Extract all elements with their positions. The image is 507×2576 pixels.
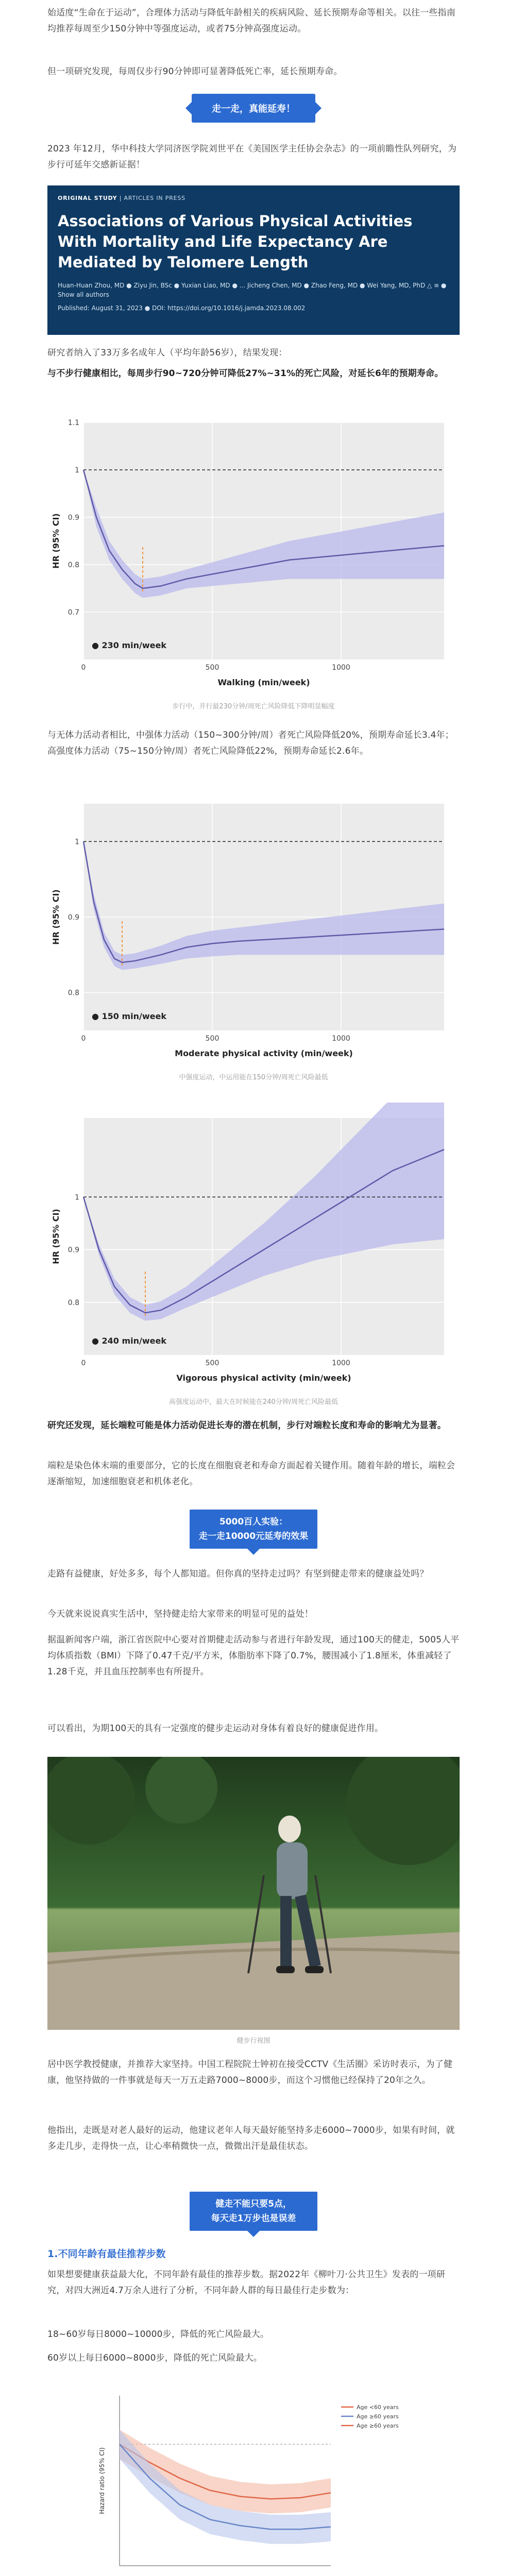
tip-paragraph-2: 18~60岁每日8000~10000步，降低的死亡风险最大。 [47, 2329, 269, 2340]
y-axis-label: HR (95% CI) [51, 513, 61, 569]
walking-photo [47, 1757, 460, 2030]
legend-label: Age ≥60 years [357, 2413, 399, 2420]
moderate-hr-chart [47, 788, 460, 1066]
x-tick-label: 1000 [332, 1359, 350, 1367]
y-tick-label: 1.1 [67, 419, 79, 427]
y-tick-label: 0.9 [67, 1246, 79, 1255]
section2-banner-line-2: 每天走1万步也是误差 [211, 2213, 296, 2224]
y-tick-label: 1 [75, 1193, 79, 1202]
y-tick-label: 0.8 [67, 1298, 79, 1307]
walking-chart-caption: 步行中，并行最230分钟/周死亡风险降低下降明显幅度 [172, 703, 335, 710]
section-banner-5000-experiment [190, 1510, 317, 1549]
x-tick-label: 0 [81, 664, 86, 672]
section-banner-walk-tips [190, 2192, 317, 2231]
walking-photo-illustration [47, 1757, 460, 2030]
moderate-paragraph: 与无体力活动者相比，中强体力活动（150~300分钟/周）者死亡风险降低20%，预期寿命延长3.4年；高强度体力活动（75~150分钟/周）者死亡风险降低22%，预期寿命延长2.6年。 [47, 730, 454, 756]
conclusion-paragraph-1: 研究还发现，延长端粒可能是体力活动促进长寿的潜在机制，步行对端粒长度和寿命的影响尤为显著。 [47, 1420, 446, 1431]
walking-hr-chart-svg [47, 407, 460, 696]
intro-paragraph-1: 始适度“生命在于运动”，合理体力活动与降低年龄相关的疾病风险、延长预期寿命等相关。以往一些指南均推荐每周至少150分钟中等强度运动，或者75分钟高强度运动。 [47, 8, 456, 34]
photo-caption: 健步行视图 [236, 2037, 271, 2045]
walk-paragraph-3: 据温新闻客户端，浙江省医院中心要对首期健走活动参与者进行年龄发现，通过100天的健走，5005人平均体质指数（BMI）下降了0.47千克/平方米，体脂肪率下降了0.7%，腰围减小了1.8厘米，体重减轻了1.28千克，并且血压控制率也有所提升。 [47, 1635, 460, 1677]
age-steps-chart [47, 2380, 460, 2576]
x-tick-label: 0 [81, 1359, 86, 1367]
moderate-chart-caption: 中强度运动，中运用能在150分钟/周死亡风险最低 [179, 1074, 328, 1081]
y-tick-label: 1 [75, 466, 79, 474]
section-banner-walk-extend-life: 走一走，真能延寿！ [192, 94, 315, 123]
section-banner-line-1: 5000百人实验： [219, 1517, 288, 1527]
y-tick-label: 0.8 [67, 989, 79, 997]
walk-paragraph-1: 走路有益健康，好处多多，每个人都知道。但你真的坚持走过吗？有坚到健走带来的健康益处吗？ [47, 1569, 429, 1579]
x-axis-label: Walking (min/week) [217, 677, 310, 687]
study-paragraph-2: 与不步行健康相比，每周步行90~720分钟可降低27%~31%的死亡风险，对延长6年的预期寿命。 [47, 368, 444, 379]
y-tick-label: 0.9 [67, 913, 79, 922]
y-axis-label: HR (95% CI) [51, 889, 61, 945]
legend-label: Age ≥60 years [357, 2422, 399, 2429]
optimum-annotation: ● 240 min/week [92, 1336, 167, 1346]
journal-article-header[interactable] [47, 185, 460, 335]
legend-label: Age <60 years [357, 2404, 399, 2411]
tip-heading-1: 1.不同年龄有最佳推荐步数 [47, 2248, 166, 2260]
intro-paragraph-3: 2023 年12月，华中科技大学同济医学院刘世平在《美国医学主任协会杂志》的一项前瞻性队列研究，为步行可延年交感新证据！ [47, 144, 457, 170]
optimum-annotation: ● 230 min/week [92, 640, 167, 650]
x-tick-label: 1000 [332, 664, 350, 672]
walking-hr-chart [47, 407, 460, 696]
x-tick-label: 500 [205, 1035, 219, 1043]
journal-meta: Published: August 31, 2023 ● DOI: https://doi.org/10.1016/j.jamda.2023.08.002 [58, 304, 306, 312]
x-tick-label: 500 [205, 1359, 219, 1367]
intro-paragraph-2: 但一项研究发现，每周仅步行90分钟即可显著降低死亡率，延长预期寿命。 [47, 66, 343, 77]
conclusion-paragraph-2: 端粒是染色体末端的重要部分，它的长度在细胞衰老和寿命方面起着关键作用。随着年龄的增长，端粒会逐渐缩短，加速细胞衰老和机体老化。 [47, 1461, 455, 1487]
moderate-hr-chart-svg [47, 788, 460, 1066]
tip-paragraph-3: 60岁以上每日6000~8000步，降低的死亡风险最大。 [47, 2353, 263, 2363]
journal-tag: ORIGINAL STUDY | ARTICLES IN PRESS [58, 195, 185, 201]
walk-paragraph-2: 今天就来说说真实生活中，坚持健走给大家带来的明显可见的益处！ [47, 1609, 313, 1619]
optimum-annotation: ● 150 min/week [92, 1011, 167, 1021]
section2-banner-line-1: 健走不能只要5点， [215, 2199, 292, 2209]
x-axis-label: Vigorous physical activity (min/week) [176, 1373, 351, 1383]
x-tick-label: 500 [205, 664, 219, 672]
study-paragraph-1: 研究者纳入了33万多名成年人（平均年龄56岁），结果发现： [47, 348, 288, 358]
vigorous-hr-chart-svg [47, 1103, 460, 1391]
y-tick-label: 0.7 [67, 608, 79, 617]
journal-article-title: Associations of Various Physical Activities With Mortality and Life Expectancy Are Mediated by Telomere Length [58, 212, 413, 271]
journal-authors: Huan-Huan Zhou, MD ● Ziyu Jin, BSc ● Yuxian Liao, MD ● ... Jicheng Chen, MD ● Zhao Feng, MD ● Wei Yang, MD, PhD △ ≡ ● Show all authors [58, 282, 447, 298]
walk-paragraph-4: 可以看出，为期100天的具有一定强度的健步走运动对身体有着良好的健康促进作用。 [47, 1723, 384, 1734]
y-tick-label: 1 [75, 838, 79, 846]
x-tick-label: 1000 [332, 1035, 350, 1043]
walk2-paragraph-1: 居中医学教授健康，并推荐大家坚持。中国工程院院士钟初在接受CCTV《生活圈》采访时表示，为了健康，他坚持做的一件事就是每天一万五走路7000~8000步，而这个习惯他已经保持了20年之久。 [47, 2059, 453, 2086]
y-axis-label: Hazard ratio (95% CI) [98, 2447, 106, 2514]
y-axis-label: HR (95% CI) [51, 1209, 61, 1264]
walk2-paragraph-2: 他指出，走既是对老人最好的运动，他建议老年人每天最好能坚持多走6000~7000步，如果有时间，就多走几步，走得快一点，让心率稍微快一点，微微出汗是最佳状态。 [47, 2125, 455, 2151]
tip-paragraph-1: 如果想要健康获益最大化，不同年龄有最佳的推荐步数。据2022年《柳叶刀·公共卫生》发表的一项研究，对四大洲近4.7万余人进行了分析，不同年龄人群的每日最佳行走步数为： [47, 2269, 446, 2296]
y-tick-label: 0.9 [67, 514, 79, 522]
x-axis-label: Moderate physical activity (min/week) [175, 1048, 353, 1058]
section-banner-line-2: 走一走10000元延寿的效果 [198, 1531, 309, 1541]
age-steps-chart-svg [47, 2380, 460, 2576]
x-tick-label: 0 [81, 1035, 86, 1043]
vigorous-hr-chart [47, 1103, 460, 1391]
y-tick-label: 0.8 [67, 561, 79, 569]
vigorous-chart-caption: 高强度运动中，最大在时候能在240分钟/周死亡风险最低 [168, 1398, 339, 1406]
